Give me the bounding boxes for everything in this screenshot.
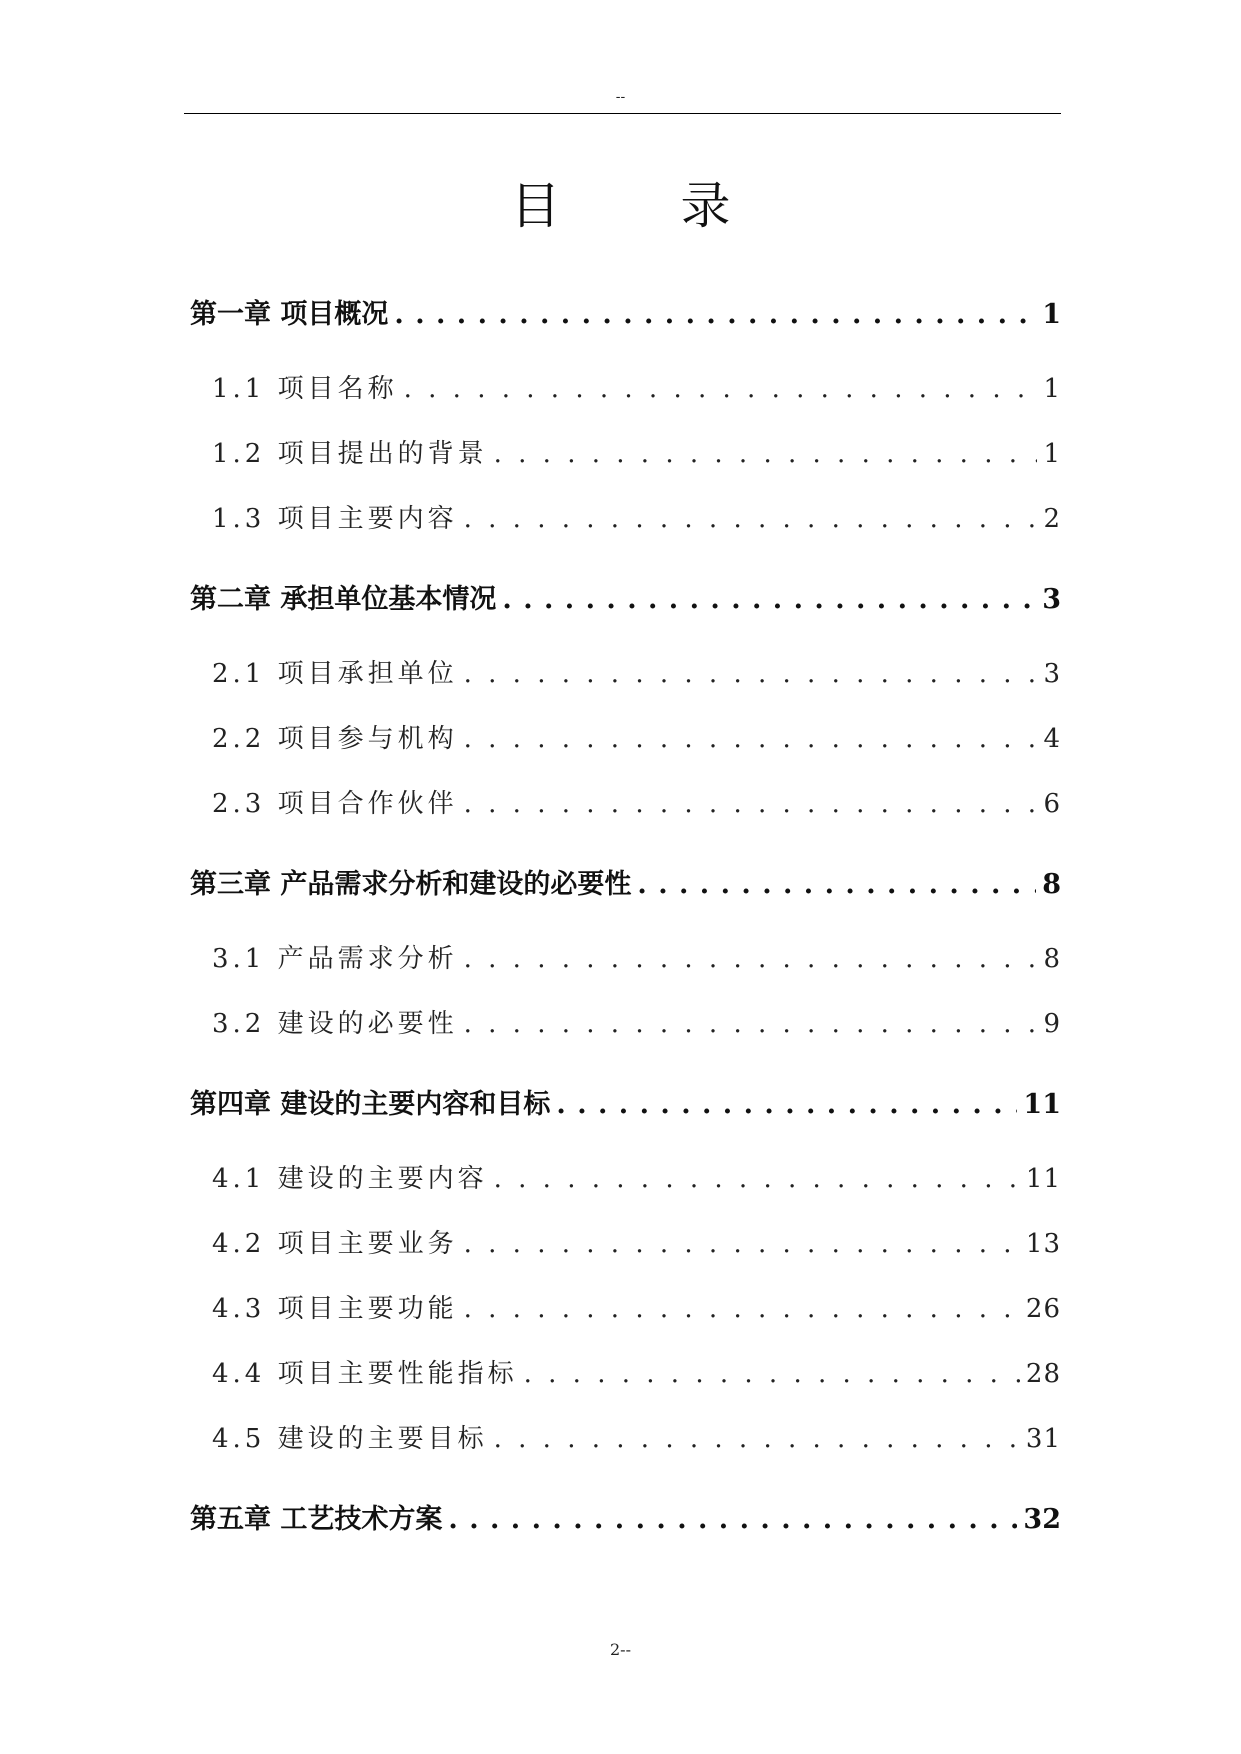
toc-leader-dots: [464, 1009, 1038, 1039]
toc-page-number: 4: [1043, 724, 1061, 754]
toc-page-number: 32: [1023, 1504, 1061, 1535]
toc-page-number: 11: [1023, 1089, 1061, 1120]
toc-leader-dots: [464, 1294, 1020, 1324]
toc-leader-dots: [448, 1504, 1017, 1535]
page-footer-number: 2--: [610, 1640, 631, 1659]
toc-page-number: 1: [1042, 299, 1061, 330]
toc-title: 目录: [510, 177, 851, 235]
toc-entry-label: 第四章 建设的主要内容和目标: [190, 1089, 551, 1120]
toc-entry-label: 4.2 项目主要业务: [212, 1229, 458, 1259]
toc-entry-label: 第二章 承担单位基本情况: [190, 584, 497, 615]
toc-entry-label: 1.3 项目主要内容: [212, 504, 458, 534]
toc-entry-label: 3.1 产品需求分析: [212, 944, 458, 974]
toc-entry-label: 2.3 项目合作伙伴: [212, 789, 458, 819]
toc-page-number: 26: [1025, 1294, 1061, 1324]
toc-entry-label: 4.5 建设的主要目标: [212, 1424, 488, 1454]
toc-section-2-3[interactable]: [212, 783, 1061, 820]
toc-leader-dots: [464, 659, 1038, 689]
toc-chapter-4[interactable]: [190, 1082, 1061, 1121]
toc-section-3-1[interactable]: [212, 938, 1061, 975]
toc-section-2-1[interactable]: [212, 653, 1061, 690]
toc-page-number: 9: [1043, 1009, 1061, 1039]
toc-entry-label: 2.2 项目参与机构: [212, 724, 458, 754]
toc-section-4-4[interactable]: [212, 1353, 1061, 1390]
toc-page-number: 8: [1043, 944, 1061, 974]
toc-page-number: 3: [1042, 584, 1061, 615]
toc-chapter-2[interactable]: [190, 577, 1061, 616]
toc-section-3-2[interactable]: [212, 1003, 1061, 1040]
toc-leader-dots: [464, 944, 1038, 974]
toc-leader-dots: [556, 1089, 1017, 1120]
toc-page-number: 2: [1043, 504, 1061, 534]
toc-page-number: 1: [1043, 374, 1061, 404]
toc-section-4-2[interactable]: [212, 1223, 1061, 1260]
toc-leader-dots: [464, 789, 1038, 819]
toc-entry-label: 1.2 项目提出的背景: [212, 439, 488, 469]
toc-entry-label: 4.4 项目主要性能指标: [212, 1359, 518, 1389]
toc-leader-dots: [494, 439, 1038, 469]
toc-page-number: 6: [1043, 789, 1061, 819]
toc-chapter-5[interactable]: [190, 1497, 1061, 1536]
toc-page-number: 3: [1043, 659, 1061, 689]
toc-page-number: 11: [1025, 1164, 1061, 1194]
toc-leader-dots: [494, 1424, 1020, 1454]
toc-entry-label: 4.3 项目主要功能: [212, 1294, 458, 1324]
toc-leader-dots: [404, 374, 1038, 404]
toc-page-number: 1: [1043, 439, 1061, 469]
toc-entry-label: 第一章 项目概况: [190, 299, 389, 330]
toc-page-number: 28: [1025, 1359, 1061, 1389]
toc-leader-dots: [394, 299, 1036, 330]
toc-leader-dots: [524, 1359, 1020, 1389]
toc-entry-label: 第五章 工艺技术方案: [190, 1504, 443, 1535]
toc-section-4-5[interactable]: [212, 1418, 1061, 1455]
page-header-text: --: [615, 89, 626, 105]
toc-leader-dots: [494, 1164, 1020, 1194]
toc-section-4-3[interactable]: [212, 1288, 1061, 1325]
toc-leader-dots: [502, 584, 1036, 615]
toc-chapter-3[interactable]: [190, 862, 1061, 901]
toc-page-number: 31: [1025, 1424, 1061, 1454]
toc-leader-dots: [464, 1229, 1020, 1259]
toc-entry-label: 1.1 项目名称: [212, 374, 398, 404]
toc-page-number: 8: [1042, 869, 1061, 900]
toc-entry-label: 4.1 建设的主要内容: [212, 1164, 488, 1194]
toc-section-1-2[interactable]: [212, 433, 1061, 470]
toc-entry-label: 第三章 产品需求分析和建设的必要性: [190, 869, 632, 900]
toc-chapter-1[interactable]: [190, 292, 1061, 331]
toc-section-2-2[interactable]: [212, 718, 1061, 755]
toc-leader-dots: [637, 869, 1036, 900]
toc-section-1-3[interactable]: [212, 498, 1061, 535]
toc-entry-label: 2.1 项目承担单位: [212, 659, 458, 689]
toc-section-1-1[interactable]: [212, 368, 1061, 405]
toc-leader-dots: [464, 504, 1038, 534]
toc-section-4-1[interactable]: [212, 1158, 1061, 1195]
toc-page-number: 13: [1025, 1229, 1061, 1259]
toc-entry-label: 3.2 建设的必要性: [212, 1009, 458, 1039]
toc-leader-dots: [464, 724, 1038, 754]
